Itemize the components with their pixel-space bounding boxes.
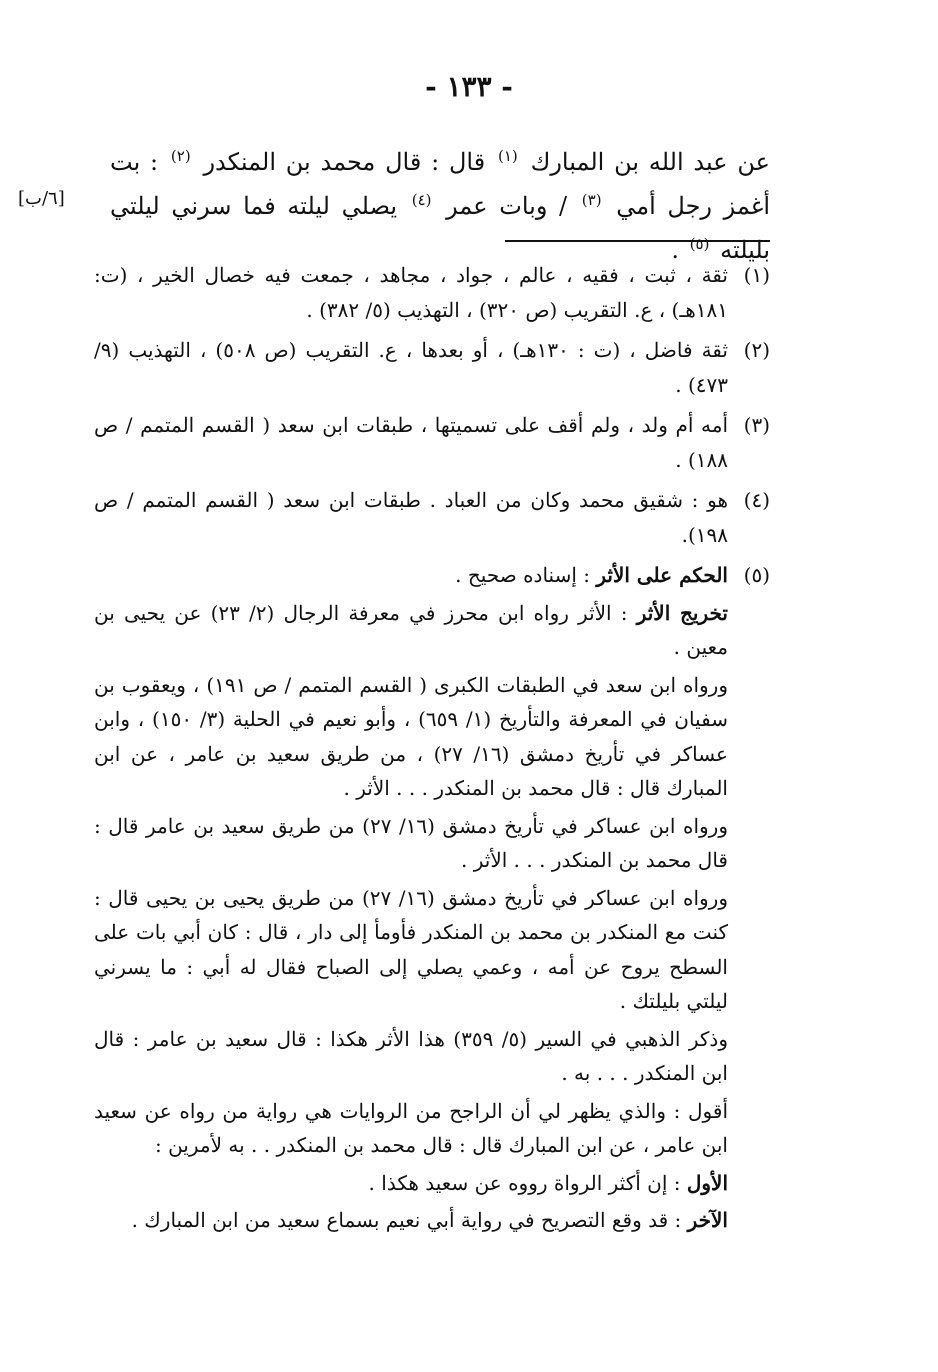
footnote-number: (٥) <box>743 563 770 587</box>
second-reason-label: الآخر <box>687 1208 728 1232</box>
footnote-text: ثقة فاضل ، (ت : ١٣٠هـ) ، أو بعدها ، ع. التقريب (ص ٥٠٨) ، التهذيب (٩/ ٤٧٣) . <box>94 338 728 397</box>
footnote-ref-2[interactable]: (٢) <box>170 147 191 165</box>
footnote-text: أمه أم ولد ، ولم أقف على تسميتها ، طبقات ابن سعد ( القسم المتمم / ص ١٨٨) . <box>94 413 728 472</box>
hukm-label: الحكم على الأثر <box>596 563 728 587</box>
footnote-ref-3[interactable]: (٣) <box>581 191 602 209</box>
manuscript-folio-marker: [٦/ب] <box>18 188 65 209</box>
footnote-ref-4[interactable]: (٤) <box>411 191 432 209</box>
hukm-line <box>94 558 728 593</box>
first-reason-label: الأول <box>686 1170 728 1195</box>
page-number: - ١٣٣ - <box>425 70 513 103</box>
footnote-divider <box>505 240 770 242</box>
footnote-text: هو : شقيق محمد وكان من العباد . طبقات ابن سعد ( القسم المتمم / ص ١٩٨). <box>94 488 728 547</box>
main-text-segment: عن عبد الله بن المبارك <box>530 148 770 176</box>
takhrij-paragraph: ورواه ابن سعد في الطبقات الكبرى ( القسم المتمم / ص ١٩١) ، ويعقوب بن سفيان في المعرفة والتأريخ (١/ ٦٥٩) ، وأبو نعيم في الحلية (٣/ ١٥٠) ، وابن عساكر في تأريخ دمشق (١٦/ ٢٧) ، من طريق سعيد بن عامر ، عن ابن المبارك قال : قال محمد بن المنكدر . . . الأثر . <box>94 672 728 800</box>
main-paragraph <box>110 140 770 272</box>
second-reason-text: : قد وقع التصريح في رواية أبي نعيم بسماع سعيد من ابن المبارك . <box>131 1208 682 1232</box>
takhrij-paragraph: وذكر الذهبي في السير (٥/ ٣٥٩) هذا الأثر هكذا : قال سعيد بن عامر : قال ابن المنكدر . . . به . <box>94 1026 728 1085</box>
hukm-text: : إسناده صحيح . <box>455 563 590 587</box>
footnote-number: (١) <box>743 263 770 287</box>
footnote-ref-1[interactable]: (١) <box>498 147 518 165</box>
first-reason <box>94 1166 728 1201</box>
footnote-1 <box>94 258 770 327</box>
footnote-2 <box>94 333 770 402</box>
first-reason-text: : إن أكثر الرواة رووه عن سعيد هكذا . <box>368 1170 681 1195</box>
takhrij-label: تخريج الأثر <box>636 600 729 625</box>
footnote-3 <box>94 408 770 477</box>
main-text-segment: / وبات عمر <box>446 192 568 220</box>
main-text-segment: : بت أغمز رجل أمي <box>110 148 770 220</box>
second-reason <box>94 1203 728 1238</box>
footnotes-section <box>94 258 770 1244</box>
takhrij-paragraph: ورواه ابن عساكر في تأريخ دمشق (١٦/ ٢٧) من طريق سعيد بن عامر قال : قال محمد بن المنكدر . . . الأثر . <box>94 813 728 872</box>
takhrij-text: : الأثر رواه ابن محرز في معرفة الرجال (٢/ ٢٣) عن يحيى بن معين . <box>94 600 728 659</box>
main-text-segment: . <box>671 236 680 264</box>
footnote-number: (٤) <box>743 488 770 512</box>
footnote-number: (٣) <box>743 413 770 437</box>
conclusion-paragraph: أقول : والذي يظهر لي أن الراجح من الروايات هي رواية من رواه عن سعيد ابن عامر ، عن ابن المبارك قال : قال محمد بن المنكدر . . به لأمرين : <box>94 1098 728 1157</box>
footnote-5 <box>94 558 770 1238</box>
footnote-number: (٢) <box>743 338 770 362</box>
footnote-text: ثقة ، ثبت ، فقيه ، عالم ، جواد ، مجاهد ، جمعت فيه خصال الخير ، (ت: ١٨١هـ) ، ع. التقريب (ص ٣٢٠) ، التهذيب (٥/ ٣٨٢) . <box>94 263 728 322</box>
main-text-segment: يصلي ليلته فما سرني ليلتي بليلته <box>110 192 770 264</box>
footnote-4 <box>94 483 770 552</box>
main-text-segment: قال : قال محمد بن المنكدر <box>203 148 486 176</box>
takhrij-paragraph: ورواه ابن عساكر في تأريخ دمشق (١٦/ ٢٧) من طريق يحيى بن يحيى قال : كنت مع المنكدر بن محمد بن المنكدر فأومأ إلى دار ، قال : كان أبي بات على السطح يروح عن أمه ، وعمي يصلي إلى الصباح فقال له أبي : ما يسرني ليلتي بليلتك . <box>94 885 728 1013</box>
footnote-ref-5[interactable]: (٥) <box>689 235 710 253</box>
main-text <box>110 140 770 272</box>
takhrij-paragraph <box>94 596 728 665</box>
